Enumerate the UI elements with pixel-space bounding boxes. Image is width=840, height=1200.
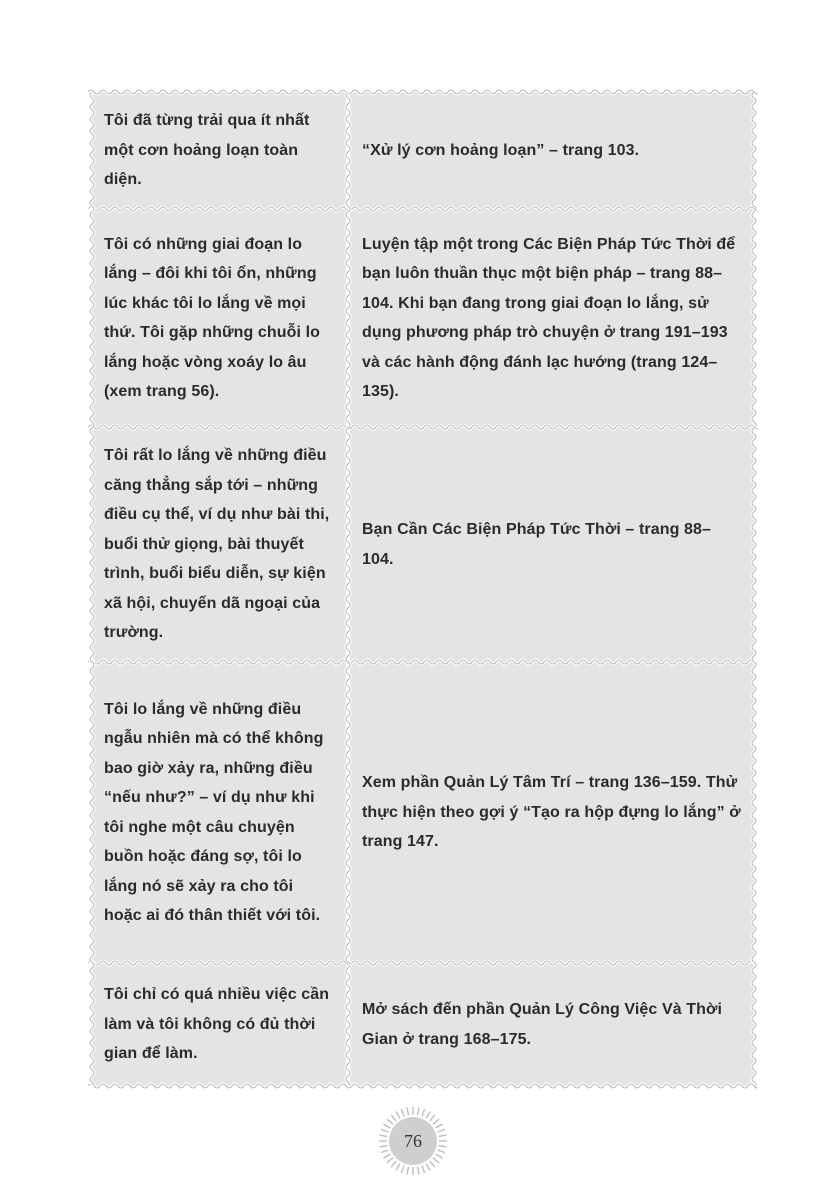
sunburst-ray xyxy=(384,1124,391,1128)
sunburst-ray xyxy=(430,1115,435,1121)
sunburst-ray xyxy=(391,1161,396,1167)
situation-cell xyxy=(92,662,346,963)
wavy-divider xyxy=(87,92,97,1086)
sunburst-ray xyxy=(439,1146,447,1147)
sunburst-ray xyxy=(439,1135,447,1136)
recommendation-text: Xem phần Quản Lý Tâm Trí – trang 136–159. Thử thực hiện theo gợi ý “Tạo ra hộp đựng lo lắng” ở trang 147. xyxy=(362,774,741,851)
sunburst-ray xyxy=(422,1165,425,1173)
recommendation-text: Luyện tập một trong Các Biện Pháp Tức Thời để bạn luôn thuần thục một biện pháp – trang 88–104. Khi bạn đang trong giai đoạn lo lắng, sử dụng phương pháp trò chuyện ở trang 191–193 và các hành động đánh lạc hướng (trang 124–135). xyxy=(362,235,736,400)
page-number: 76 xyxy=(389,1117,437,1165)
situation-cell xyxy=(92,209,346,427)
sunburst-ray xyxy=(426,1112,430,1119)
sunburst-ray xyxy=(422,1109,425,1117)
situation-cell xyxy=(92,92,346,209)
table-row xyxy=(92,92,754,209)
situation-cell xyxy=(92,427,346,662)
table-row xyxy=(92,209,754,427)
sunburst-ray xyxy=(426,1164,430,1171)
wavy-divider xyxy=(343,92,353,1086)
wavy-divider xyxy=(88,87,758,97)
situation-text: Tôi đã từng trải qua ít nhất một cơn hoảng loạn toàn diện. xyxy=(104,112,310,189)
strategy-table xyxy=(92,92,754,1086)
wavy-divider xyxy=(749,92,759,1086)
wavy-divider xyxy=(88,657,758,667)
sunburst-ray xyxy=(433,1119,439,1124)
situation-text: Tôi có những giai đoạn lo lắng – đôi khi tôi ổn, những lúc khác tôi lo lắng về mọi thứ. Tôi gặp những chuỗi lo lắng hoặc vòng xoáy lo âu (xem trang 56). xyxy=(104,235,321,400)
recommendation-cell xyxy=(350,427,754,662)
sunburst-ray xyxy=(401,1165,404,1173)
recommendation-cell xyxy=(350,92,754,209)
sunburst-ray xyxy=(387,1119,393,1124)
sunburst-ray xyxy=(418,1108,419,1116)
situation-cell xyxy=(92,963,346,1086)
sunburst-ray xyxy=(387,1158,393,1163)
sunburst-ray xyxy=(384,1154,391,1158)
sunburst-ray xyxy=(433,1158,439,1163)
sunburst-ray xyxy=(407,1167,408,1175)
table-row xyxy=(92,963,754,1086)
sunburst-ray xyxy=(396,1164,400,1171)
table-row xyxy=(92,662,754,963)
wavy-divider xyxy=(88,958,758,968)
wavy-divider xyxy=(88,204,758,214)
recommendation-text: “Xử lý cơn hoảng loạn” – trang 103. xyxy=(362,141,640,159)
sunburst-ray xyxy=(381,1150,389,1153)
sunburst-ray xyxy=(430,1161,435,1167)
recommendation-text: Mở sách đến phần Quản Lý Công Việc Và Thời Gian ở trang 168–175. xyxy=(362,1001,723,1048)
sunburst-ray xyxy=(437,1129,445,1132)
sunburst-ray xyxy=(396,1112,400,1119)
sunburst-ray xyxy=(436,1154,443,1158)
situation-text: Tôi rất lo lắng về những điều căng thẳng sắp tới – những điều cụ thể, ví dụ như bài thi, buổi thử giọng, bài thuyết trình, buổi biểu diễn, sự kiện xã hội, chuyến dã ngoại của trường. xyxy=(104,447,330,642)
wavy-divider xyxy=(88,422,758,432)
sunburst-ray xyxy=(391,1115,396,1121)
recommendation-cell xyxy=(350,963,754,1086)
sunburst-ray xyxy=(437,1150,445,1153)
recommendation-text: Bạn Cần Các Biện Pháp Tức Thời – trang 88–104. xyxy=(362,521,712,568)
recommendation-cell xyxy=(350,662,754,963)
sunburst-ray xyxy=(418,1167,419,1175)
situation-text: Tôi lo lắng về những điều ngẫu nhiên mà có thể không bao giờ xảy ra, những điều “nếu như?” – ví dụ như khi tôi nghe một câu chuyện buồn hoặc đáng sợ, tôi lo lắng nó sẽ xảy ra cho tôi hoặc ai đó thân thiết với tôi. xyxy=(104,700,324,924)
page-number-badge xyxy=(378,1106,448,1176)
wavy-divider xyxy=(88,1081,758,1091)
sunburst-ray xyxy=(380,1135,388,1136)
sunburst-ray xyxy=(401,1109,404,1117)
sunburst-ray xyxy=(380,1146,388,1147)
situation-text: Tôi chỉ có quá nhiều việc cần làm và tôi không có đủ thời gian để làm. xyxy=(104,986,330,1063)
recommendation-cell xyxy=(350,209,754,427)
sunburst-ray xyxy=(407,1108,408,1116)
table-row xyxy=(92,427,754,662)
sunburst-ray xyxy=(436,1124,443,1128)
sunburst-ray xyxy=(381,1129,389,1132)
